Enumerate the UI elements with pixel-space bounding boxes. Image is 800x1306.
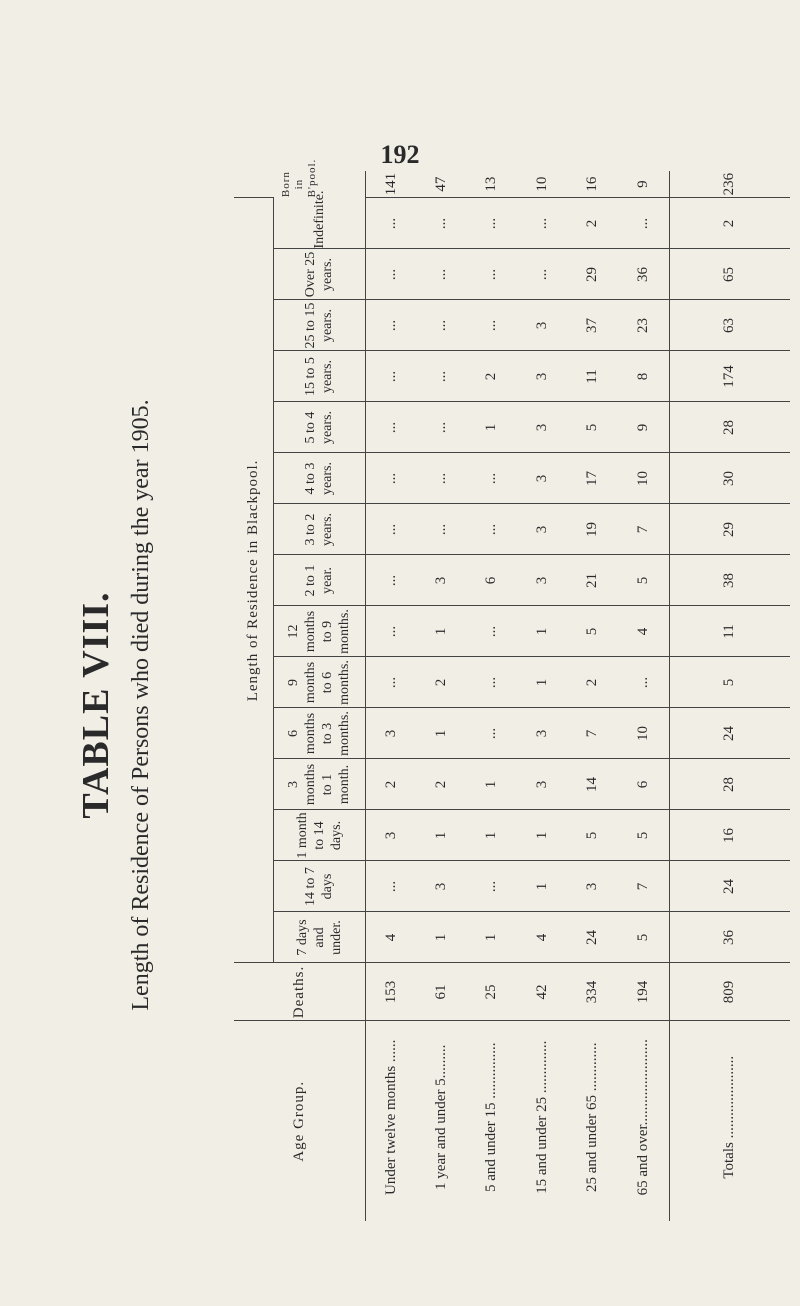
deaths-cell: 334: [568, 963, 618, 1021]
residence-cell: 2: [365, 759, 416, 810]
residence-cell: 10: [618, 453, 669, 504]
residence-cell: 1: [416, 708, 466, 759]
born-cell: 13: [483, 176, 500, 192]
totals-cell: 28: [669, 759, 790, 810]
residence-cell: 7: [618, 504, 669, 555]
residence-cell: 2: [568, 657, 618, 708]
residence-cell: 1: [467, 402, 517, 453]
residence-cell: ...: [416, 300, 466, 351]
table-row: [416, 171, 466, 1221]
residence-cell: ...: [416, 453, 466, 504]
residence-cell: 1: [416, 606, 466, 657]
deaths-cell: 42: [517, 963, 567, 1021]
totals-deaths: 809: [669, 963, 790, 1021]
col-head-12: 25 to 15 years.: [273, 300, 365, 351]
residence-cell: ...: [467, 453, 517, 504]
residence-cell: ...: [365, 402, 416, 453]
residence-cell: ...: [365, 453, 416, 504]
residence-cell: 3: [517, 504, 567, 555]
age-group-cell: 65 and over.......................: [618, 1021, 669, 1221]
col-head-3: 3 months to 1 month.: [273, 759, 365, 810]
residence-cell: 3: [517, 708, 567, 759]
col-head-1: 14 to 7 days: [273, 861, 365, 912]
residence-cell: 3: [517, 402, 567, 453]
deaths-header: Deaths.: [234, 963, 365, 1021]
totals-cell: 28: [669, 402, 790, 453]
residence-cell: 5: [618, 912, 669, 963]
page-number: 192: [380, 140, 420, 169]
rotated-table-block: [66, 158, 796, 1239]
deaths-cell: 153: [365, 963, 416, 1021]
col-head-9: 4 to 3 years.: [273, 453, 365, 504]
totals-cell: 63: [669, 300, 790, 351]
residence-cell: 3: [365, 810, 416, 861]
residence-cell: ...: [618, 198, 669, 249]
residence-cell: 2: [467, 351, 517, 402]
residence-cell: ...: [467, 657, 517, 708]
residence-cell: 1: [416, 912, 466, 963]
deaths-cell: 25: [467, 963, 517, 1021]
residence-cell: ...: [517, 198, 567, 249]
residence-band-header: Length of Residence in Blackpool.: [234, 198, 273, 963]
table-subtitle: Length of Residence of Persons who died during the year 1905.: [128, 399, 154, 1011]
table-row: [365, 171, 416, 1221]
residence-cell: 19: [568, 504, 618, 555]
residence-table: [234, 158, 790, 1221]
residence-cell: ...: [517, 249, 567, 300]
residence-cell: ...: [416, 402, 466, 453]
table-row: [568, 171, 618, 1221]
residence-cell: ...: [467, 504, 517, 555]
residence-cell: 5: [618, 555, 669, 606]
residence-cell: 3: [517, 453, 567, 504]
residence-cell: 4: [517, 912, 567, 963]
residence-cell: ...: [416, 504, 466, 555]
col-head-7: 2 to 1 year.: [273, 555, 365, 606]
totals-cell: 38: [669, 555, 790, 606]
residence-cell: 9: [618, 402, 669, 453]
col-head-11: 15 to 5 years.: [273, 351, 365, 402]
residence-cell: 1: [467, 759, 517, 810]
residence-cell: 4: [618, 606, 669, 657]
table-row: [618, 171, 669, 1221]
totals-cell: 16: [669, 810, 790, 861]
col-head-6: 12 months to 9 months.: [273, 606, 365, 657]
totals-cell: 11: [669, 606, 790, 657]
residence-cell: 8: [618, 351, 669, 402]
residence-cell: 3: [517, 300, 567, 351]
col-head-0: 7 days and under.: [273, 912, 365, 963]
col-head-4: 6 months to 3 months.: [273, 708, 365, 759]
col-head-14: Indefinite.: [273, 198, 365, 249]
table-title: TABLE VIII.: [75, 591, 117, 819]
residence-cell: 24: [568, 912, 618, 963]
totals-cell: 24: [669, 861, 790, 912]
residence-cell: 1: [517, 861, 567, 912]
residence-cell: 5: [568, 402, 618, 453]
residence-cell: ...: [467, 300, 517, 351]
residence-cell: 5: [568, 810, 618, 861]
born-cell: 9: [634, 180, 651, 188]
residence-cell: 37: [568, 300, 618, 351]
residence-cell: 36: [618, 249, 669, 300]
residence-cell: 1: [416, 810, 466, 861]
residence-cell: ...: [365, 657, 416, 708]
totals-cell: 36: [669, 912, 790, 963]
residence-cell: 1: [467, 912, 517, 963]
residence-cell: 5: [568, 606, 618, 657]
residence-cell: 4: [365, 912, 416, 963]
residence-cell: ...: [365, 606, 416, 657]
age-group-cell: 1 year and under 5.........: [416, 1021, 466, 1221]
residence-cell: ...: [467, 861, 517, 912]
residence-cell: 1: [517, 657, 567, 708]
residence-cell: ...: [416, 351, 466, 402]
residence-cell: ...: [365, 861, 416, 912]
totals-cell: 174: [669, 351, 790, 402]
deaths-cell: 61: [416, 963, 466, 1021]
residence-cell: ...: [467, 708, 517, 759]
residence-cell: ...: [416, 249, 466, 300]
born-cell: 47: [433, 176, 449, 192]
residence-cell: 5: [618, 810, 669, 861]
age-group-header: Age Group.: [234, 1021, 365, 1221]
age-group-cell: Under twelve months ......: [365, 1021, 416, 1221]
residence-cell: 3: [416, 861, 466, 912]
age-group-cell: 5 and under 15 ...............: [467, 1021, 517, 1221]
residence-cell: 2: [416, 759, 466, 810]
residence-cell: 2: [416, 657, 466, 708]
residence-cell: ...: [365, 555, 416, 606]
residence-cell: 14: [568, 759, 618, 810]
residence-cell: 6: [467, 555, 517, 606]
residence-cell: ...: [467, 606, 517, 657]
residence-cell: ...: [365, 300, 416, 351]
residence-cell: ...: [618, 657, 669, 708]
born-cell: 16: [584, 176, 601, 192]
residence-cell: 3: [517, 351, 567, 402]
residence-cell: 3: [416, 555, 466, 606]
totals-cell: 24: [669, 708, 790, 759]
residence-cell: 1: [517, 810, 567, 861]
residence-cell: ...: [365, 351, 416, 402]
age-group-cell: 15 and under 25 ..............: [517, 1021, 567, 1221]
residence-cell: ...: [467, 198, 517, 249]
residence-cell: ...: [416, 198, 466, 249]
residence-cell: 23: [618, 300, 669, 351]
col-head-8: 3 to 2 years.: [273, 504, 365, 555]
table-row: [467, 171, 517, 1221]
col-head-2: 1 month to 14 days.: [273, 810, 365, 861]
residence-cell: 2: [568, 198, 618, 249]
residence-cell: 21: [568, 555, 618, 606]
totals-cell: 65: [669, 249, 790, 300]
totals-cell: 2: [669, 198, 790, 249]
totals-born: 236: [669, 171, 790, 198]
age-group-cell: 25 and under 65 .............: [568, 1021, 618, 1221]
residence-cell: 17: [568, 453, 618, 504]
residence-cell: ...: [365, 198, 416, 249]
deaths-cell: 194: [618, 963, 669, 1021]
col-head-13: Over 25 years.: [273, 249, 365, 300]
residence-cell: 7: [568, 708, 618, 759]
totals-label: Totals ......................: [669, 1021, 790, 1221]
residence-cell: 1: [517, 606, 567, 657]
residence-cell: 3: [365, 708, 416, 759]
residence-cell: 10: [618, 708, 669, 759]
born-cell: 141: [382, 172, 399, 196]
col-head-5: 9 months to 6 months.: [273, 657, 365, 708]
residence-cell: 7: [618, 861, 669, 912]
born-cell: 10: [533, 176, 550, 192]
residence-cell: 3: [517, 555, 567, 606]
residence-cell: 1: [467, 810, 517, 861]
born-header: Born in B'pool.: [234, 171, 365, 198]
residence-cell: ...: [365, 504, 416, 555]
residence-cell: 3: [517, 759, 567, 810]
table-row: [517, 171, 567, 1221]
residence-cell: 6: [618, 759, 669, 810]
totals-cell: 5: [669, 657, 790, 708]
residence-cell: ...: [467, 249, 517, 300]
totals-cell: 29: [669, 504, 790, 555]
residence-cell: 11: [568, 351, 618, 402]
residence-cell: 29: [568, 249, 618, 300]
totals-cell: 30: [669, 453, 790, 504]
residence-cell: ...: [365, 249, 416, 300]
residence-cell: 3: [568, 861, 618, 912]
col-head-10: 5 to 4 years.: [273, 402, 365, 453]
